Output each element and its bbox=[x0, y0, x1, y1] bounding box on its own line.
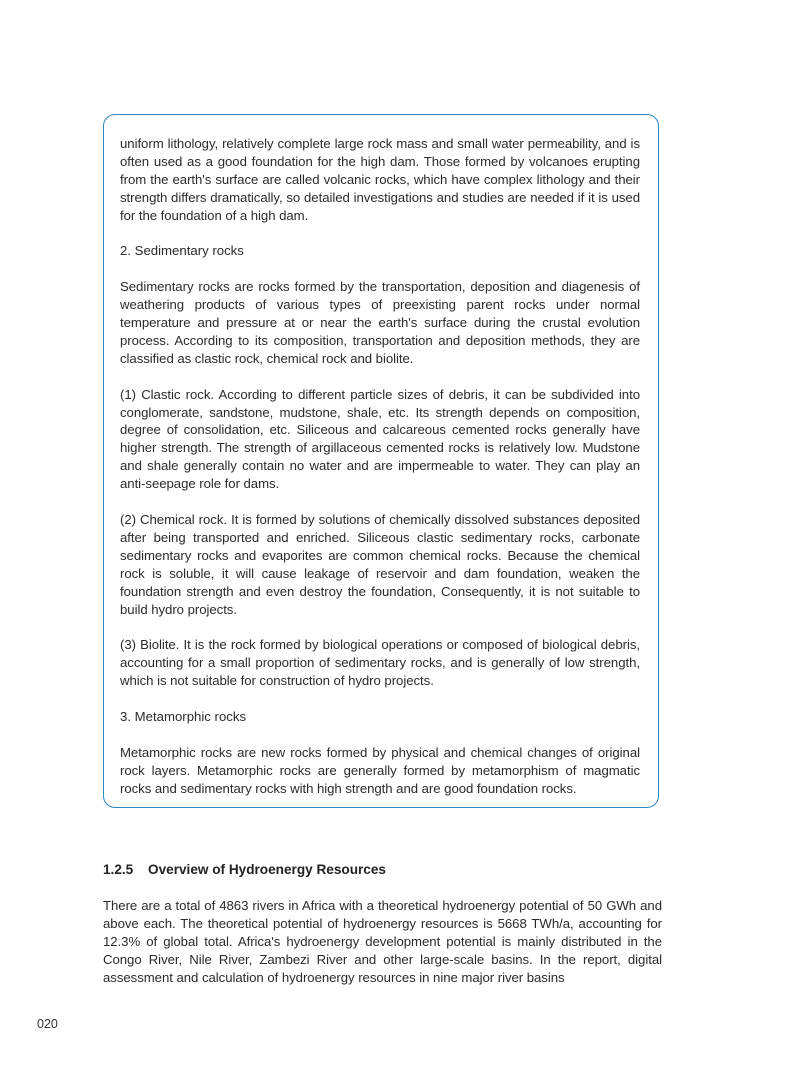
igneous-rocks-continuation: uniform lithology, relatively complete large rock mass and small water permeability, and is often used as a good foundation for the high dam. Those formed by volcanoes erupting from the earth's surface are called volcanic rocks, which have complex lithology and their strength differs dramatically, so detailed investigations and studies are needed if it is used for the foundation of a high dam. bbox=[120, 136, 640, 223]
clastic-rock-paragraph: (1) Clastic rock. According to different particle sizes of debris, it can be subdivided into conglomerate, sandstone, mudstone, shale, etc. Its strength depends on composition, degree of consolidation, etc. Siliceous and calcareous cemented rocks generally have higher strength. The strength of argillaceous cemented rocks is relatively low. Mudstone and shale generally contain no water and are impermeable to water. They can play an anti-seepage role for dams. bbox=[120, 386, 640, 492]
metamorphic-rocks-paragraph: Metamorphic rocks are new rocks formed by physical and chemical changes of original rock layers. Metamorphic rocks are generally formed by metamorphism of magmatic rocks and sedimentary rocks with high strength and are good foundation rocks. bbox=[120, 744, 640, 796]
metamorphic-rocks-heading: 3. Metamorphic rocks bbox=[120, 708, 247, 724]
rock-types-callout-box bbox=[103, 114, 659, 808]
section-number: 1.2.5 bbox=[103, 862, 134, 877]
section-body-paragraph: There are a total of 4863 rivers in Africa with a theoretical hydroenergy potential of 50 GWh and above each. The theoretical potential of hydroenergy resources is 5668 TWh/a, accounting for 12.3% of global total. Africa's hydroenergy development potential is mainly distributed in the Congo River, Nile River, Zambezi River and other large-scale basins. In the report, digital assessment and calculation of hydroenergy resources in nine major river basins bbox=[103, 898, 662, 985]
biolite-paragraph: (3) Biolite. It is the rock formed by biological operations or composed of biological debris, accounting for a small proportion of sedimentary rocks, and is generally of low strength, which is not suitable for construction of hydro projects. bbox=[120, 637, 640, 689]
sedimentary-rocks-heading: 2. Sedimentary rocks bbox=[120, 243, 244, 259]
section-heading bbox=[103, 862, 386, 877]
chemical-rock-paragraph: (2) Chemical rock. It is formed by solutions of chemically dissolved substances deposited after being transported and enriched. Siliceous clastic sedimentary rocks, carbonate sedimentary rocks and evaporites are common chemical rocks. Because the chemical rock is soluble, it will cause leakage of reservoir and dam foundation, weaken the foundation strength and even destroy the foundation, Consequently, it is not suitable to build hydro projects. bbox=[120, 511, 640, 617]
page-number: 020 bbox=[37, 1017, 58, 1031]
sedimentary-rocks-intro: Sedimentary rocks are rocks formed by the transportation, deposition and diagenesis of weathering products of various types of preexisting parent rocks under normal temperature and pressure at or near the earth's surface during the crustal evolution process. According to its composition, transportation and deposition methods, they are classified as clastic rock, chemical rock and biolite. bbox=[120, 279, 640, 366]
section-title-text: Overview of Hydroenergy Resources bbox=[148, 862, 386, 877]
